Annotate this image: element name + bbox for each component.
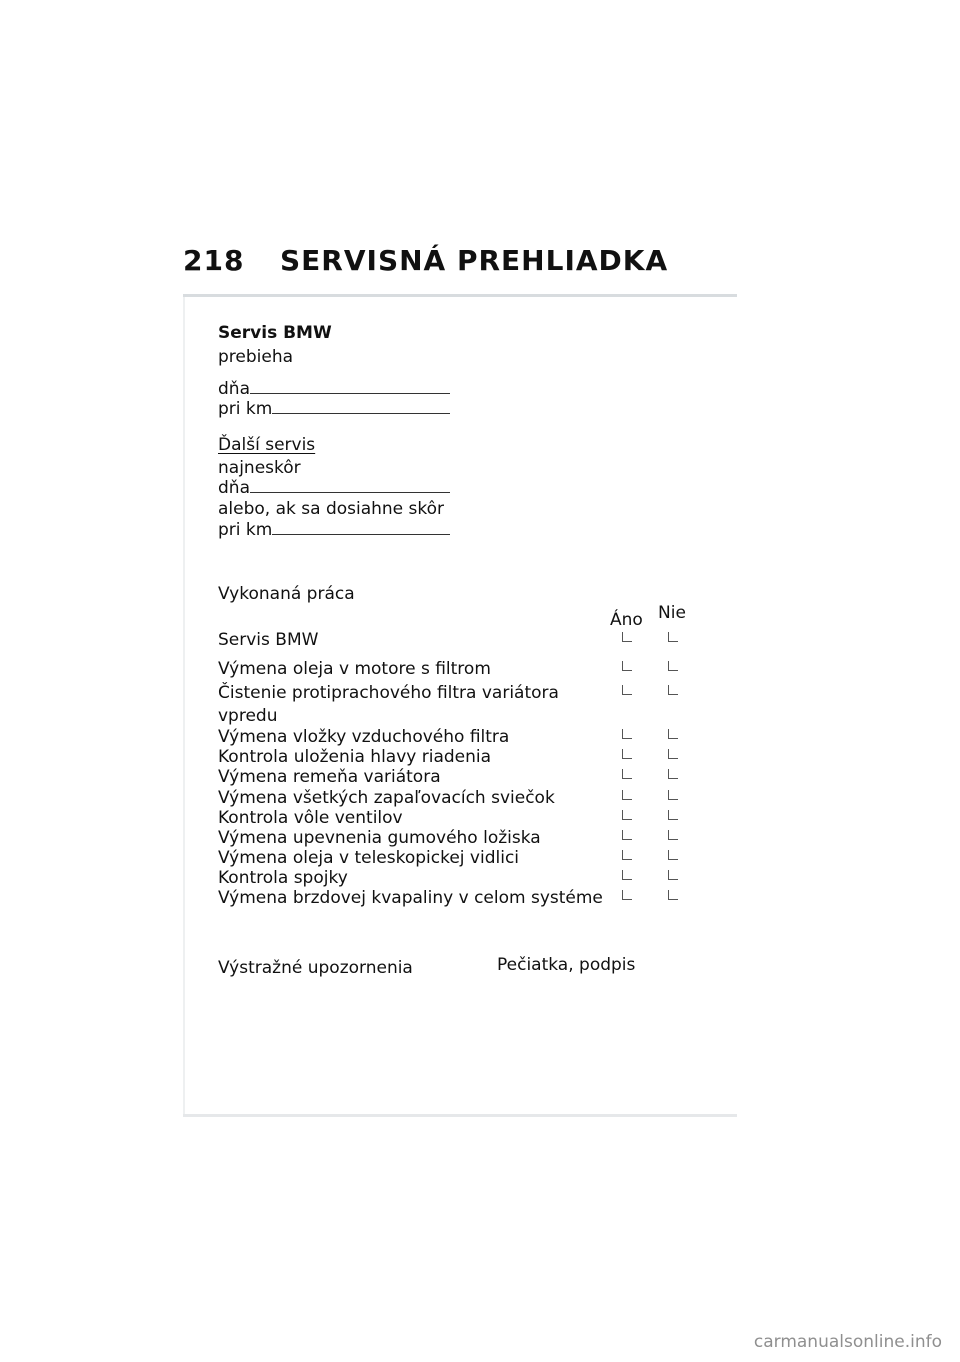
checkbox-no[interactable] <box>668 810 678 820</box>
checkbox-no[interactable] <box>668 685 678 695</box>
service-heading: Servis BMW <box>218 323 332 343</box>
checkbox-yes[interactable] <box>622 830 632 840</box>
checkbox-no[interactable] <box>668 729 678 739</box>
checkbox-no[interactable] <box>668 830 678 840</box>
watermark: carmanualsonline.info <box>753 1332 942 1352</box>
work-item: vpredu <box>218 706 278 726</box>
service-date-field[interactable] <box>250 393 450 394</box>
stamp-label: Pečiatka, podpis <box>497 955 636 975</box>
column-yes: Áno <box>610 610 643 630</box>
service-km-field[interactable] <box>272 413 450 414</box>
warnings-label: Výstražné upozornenia <box>218 958 413 978</box>
checkbox-yes[interactable] <box>622 890 632 900</box>
page-number: 218 <box>183 244 245 277</box>
service-date-label: dňa <box>218 379 250 399</box>
side-divider <box>183 297 185 1117</box>
work-item: Výmena oleja v teleskopickej vidlici <box>218 848 520 868</box>
work-item: Výmena všetkých zapaľovacích sviečok <box>218 788 555 808</box>
next-service-heading: Ďalší servis <box>218 435 316 455</box>
checkbox-no[interactable] <box>668 890 678 900</box>
checkbox-no[interactable] <box>668 850 678 860</box>
checkbox-yes[interactable] <box>622 685 632 695</box>
bottom-divider <box>183 1114 737 1117</box>
work-heading: Vykonaná práca <box>218 584 355 604</box>
checkbox-yes[interactable] <box>622 729 632 739</box>
top-divider <box>183 294 737 297</box>
checkbox-no[interactable] <box>668 870 678 880</box>
work-item: Kontrola uloženia hlavy riadenia <box>218 747 492 767</box>
service-in-progress: prebieha <box>218 347 294 367</box>
work-item: Kontrola vôle ventilov <box>218 808 403 828</box>
work-item: Výmena remeňa variátora <box>218 767 441 787</box>
next-service-earliest: najneskôr <box>218 458 301 478</box>
work-item: Kontrola spojky <box>218 868 348 888</box>
next-service-km-label: pri km <box>218 520 273 540</box>
next-service-or-label: alebo, ak sa dosiahne skôr <box>218 499 445 519</box>
work-item: Výmena oleja v motore s filtrom <box>218 659 491 679</box>
work-item: Výmena vložky vzduchového filtra <box>218 727 510 747</box>
checkbox-yes[interactable] <box>622 790 632 800</box>
service-km-label: pri km <box>218 399 273 419</box>
work-item: Výmena brzdovej kvapaliny v celom systéme <box>218 888 603 908</box>
checkbox-yes[interactable] <box>622 749 632 759</box>
checkbox-yes[interactable] <box>622 810 632 820</box>
next-service-date-field[interactable] <box>250 492 450 493</box>
checkbox-yes[interactable] <box>622 769 632 779</box>
work-item: Čistenie protiprachového filtra variátora <box>218 683 559 703</box>
checkbox-yes[interactable] <box>622 850 632 860</box>
checkbox-yes[interactable] <box>622 632 632 642</box>
next-service-date-label: dňa <box>218 478 250 498</box>
column-no: Nie <box>658 603 686 623</box>
checkbox-no[interactable] <box>668 749 678 759</box>
checkbox-no[interactable] <box>668 661 678 671</box>
checkbox-yes[interactable] <box>622 661 632 671</box>
work-item: Výmena upevnenia gumového ložiska <box>218 828 541 848</box>
next-service-km-field[interactable] <box>272 534 450 535</box>
checkbox-no[interactable] <box>668 790 678 800</box>
checkbox-no[interactable] <box>668 632 678 642</box>
work-item: Servis BMW <box>218 630 319 650</box>
checkbox-no[interactable] <box>668 769 678 779</box>
checkbox-yes[interactable] <box>622 870 632 880</box>
page-title: SERVISNÁ PREHLIADKA <box>280 244 669 277</box>
